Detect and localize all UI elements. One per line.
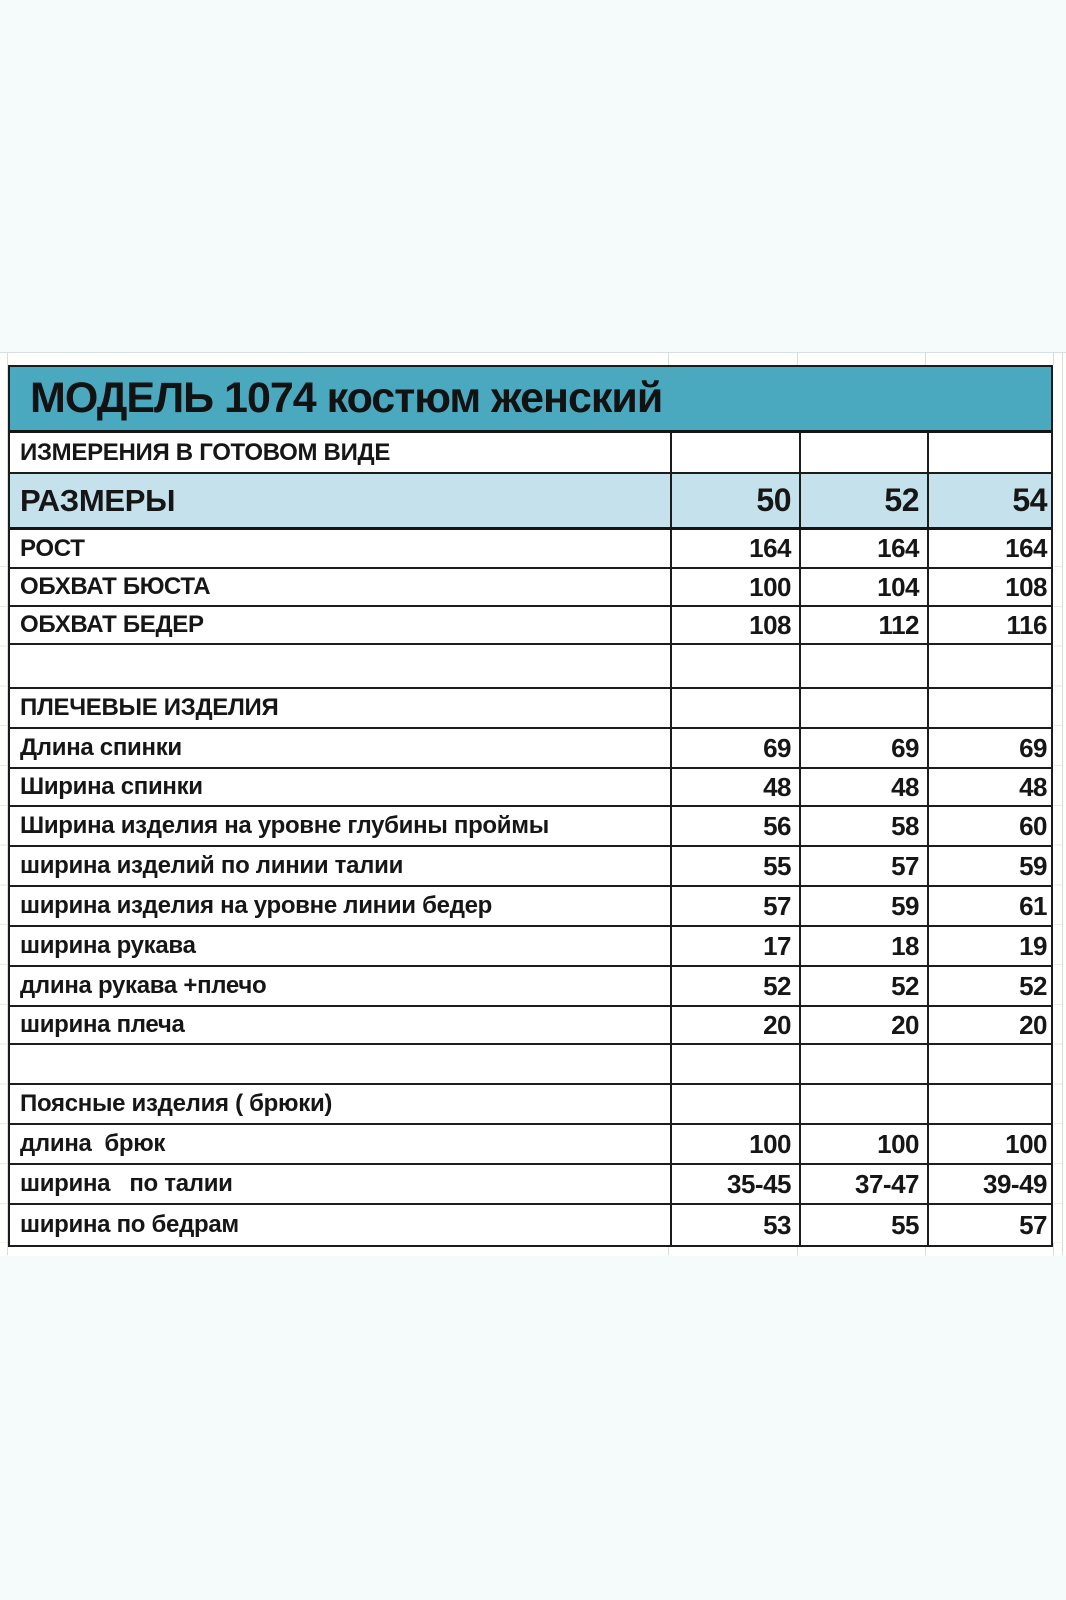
row-label: ширина плеча [20,1011,185,1038]
value-cell: 52 [799,967,927,1005]
value-cell: 100 [670,569,799,605]
row-label: длина рукава +плечо [20,972,267,999]
value-cell: 164 [927,530,1055,567]
row-label: Ширина изделия на уровне глубины проймы [20,812,549,839]
table-row [10,607,1051,645]
sizes-header-row [10,474,1051,530]
grid-rows-left-sliver [0,528,7,1243]
section-label: Поясные изделия ( брюки) [20,1090,333,1117]
value-cell: 57 [799,847,927,885]
value-cell [670,1045,799,1083]
table-row [10,1125,1051,1165]
value-cell [670,433,799,472]
value-cell: 55 [799,1205,927,1245]
value-cell: 59 [927,847,1055,885]
row-label: ОБХВАТ БЮСТА [20,573,211,600]
value-cell [927,645,1055,687]
value-cell: 20 [670,1007,799,1043]
value-cell: 56 [670,807,799,845]
table-row [10,1165,1051,1205]
value-cell [927,1085,1055,1123]
table-row [10,1205,1051,1245]
value-cell [799,433,927,472]
grid-line-stub [668,352,669,365]
value-cell: 17 [670,927,799,965]
value-cell: 112 [799,607,927,643]
value-cell: 164 [799,530,927,567]
table-row [10,807,1051,847]
row-label [10,1045,670,1083]
table-row [10,569,1051,607]
row-label: длина брюк [20,1130,166,1157]
row-label: ширина по талии [20,1170,233,1197]
value-cell: 35-45 [670,1165,799,1203]
value-cell: 37-47 [799,1165,927,1203]
row-label: РОСТ [20,534,85,562]
value-cell [799,1085,927,1123]
spacer-row [10,645,1051,689]
value-cell: 59 [799,887,927,925]
value-cell: 60 [927,807,1055,845]
value-cell: 18 [799,927,927,965]
value-cell: 100 [799,1125,927,1163]
section-label: ПЛЕЧЕВЫЕ ИЗДЕЛИЯ [20,694,279,721]
value-cell [670,1085,799,1123]
value-cell: 19 [927,927,1055,965]
value-cell: 108 [927,569,1055,605]
row-label [10,645,670,687]
grid-rows-right-sliver [1054,528,1062,1243]
value-cell: 116 [927,607,1055,643]
row-label: ширина изделий по линии талии [20,852,404,879]
subtitle-label: ИЗМЕРЕНИЯ В ГОТОВОМ ВИДЕ [20,438,391,466]
size-column-header: 54 [927,474,1055,527]
value-cell: 69 [927,729,1055,767]
value-cell: 20 [927,1007,1055,1043]
value-cell: 52 [670,967,799,1005]
grid-line-stub [1053,352,1054,365]
value-cell: 57 [670,887,799,925]
table-subtitle-row [10,433,1051,474]
section-row [10,1085,1051,1125]
value-cell: 100 [670,1125,799,1163]
row-label: ОБХВАТ БЕДЕР [20,611,204,638]
row-label: ширина изделия на уровне линии бедер [20,892,493,919]
value-cell [799,1045,927,1083]
table-row [10,927,1051,967]
table-row [10,729,1051,769]
table-row [10,887,1051,927]
table-row [10,1007,1051,1045]
value-cell [799,645,927,687]
size-column-header: 50 [670,474,799,527]
table-row [10,847,1051,887]
value-cell: 48 [670,769,799,805]
value-cell: 69 [670,729,799,767]
value-cell: 39-49 [927,1165,1055,1203]
value-cell: 53 [670,1205,799,1245]
page-title: МОДЕЛЬ 1074 костюм женский [30,374,663,422]
size-column-header: 52 [799,474,927,527]
value-cell: 108 [670,607,799,643]
spacer-row [10,1045,1051,1085]
grid-line-stub [925,352,926,365]
table-title-row [10,367,1051,433]
sizes-header-label: РАЗМЕРЫ [20,482,176,518]
value-cell [927,689,1055,727]
value-cell [927,433,1055,472]
value-cell: 69 [799,729,927,767]
value-cell [927,1045,1055,1083]
value-cell [670,689,799,727]
section-row [10,689,1051,729]
value-cell: 61 [927,887,1055,925]
value-cell: 52 [927,967,1055,1005]
value-cell: 48 [799,769,927,805]
grid-line-right [1062,352,1063,1255]
value-cell: 48 [927,769,1055,805]
value-cell: 164 [670,530,799,567]
value-cell [670,645,799,687]
row-label: Длина спинки [20,734,182,761]
table-row [10,769,1051,807]
value-cell: 58 [799,807,927,845]
row-label: ширина по бедрам [20,1211,239,1238]
value-cell: 104 [799,569,927,605]
value-cell: 100 [927,1125,1055,1163]
row-label: Ширина спинки [20,773,203,800]
row-label: ширина рукава [20,932,196,959]
value-cell [799,689,927,727]
value-cell: 55 [670,847,799,885]
size-chart-table [8,365,1053,1247]
value-cell: 57 [927,1205,1055,1245]
table-row [10,967,1051,1007]
value-cell: 20 [799,1007,927,1043]
table-row [10,530,1051,569]
grid-line-stub [797,352,798,365]
